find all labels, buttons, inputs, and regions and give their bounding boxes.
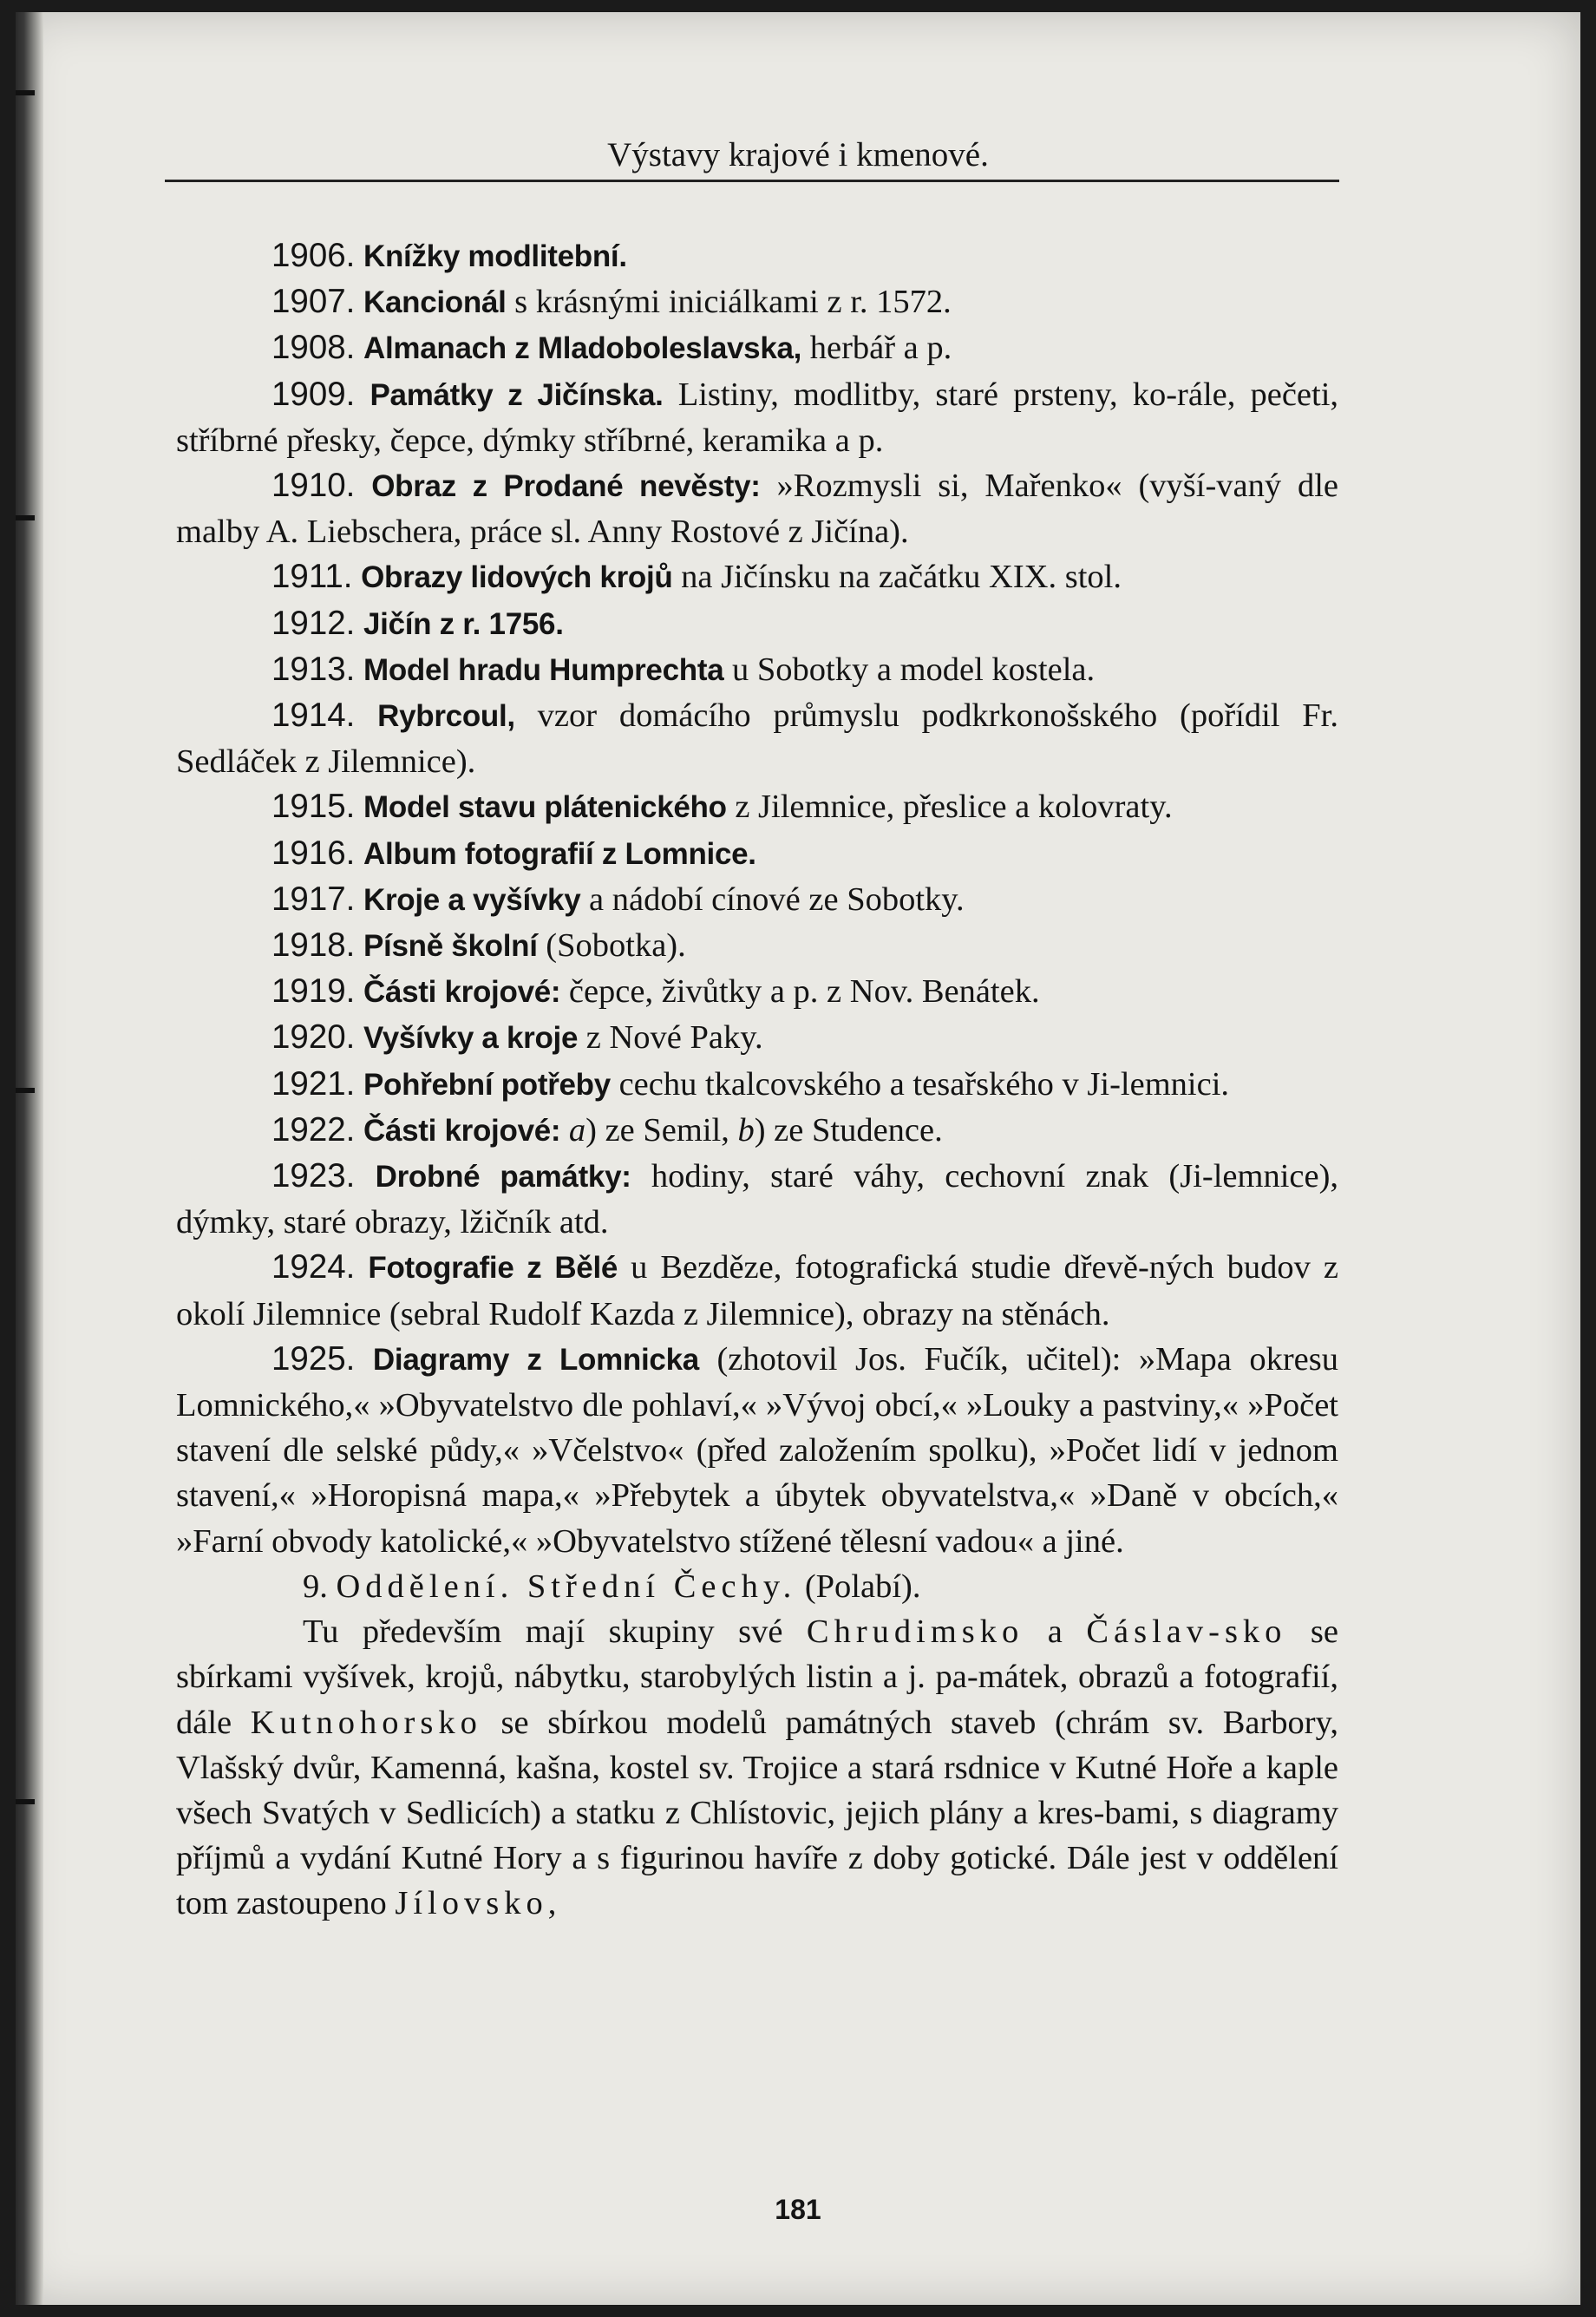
entry-text: Listiny, modlitby, staré prsteny, ko-rále, pečeti, stříbrné přesky, čepce, dýmky stříbrné, keramika a p. (176, 376, 1339, 459)
entry-title: Album fotografií z Lomnice. (363, 836, 756, 871)
entry-text: cechu tkalcovského a tesařského v Ji-lemnici. (610, 1065, 1230, 1103)
entry-title: Kroje a vyšívky (363, 882, 581, 917)
entry-1910 (176, 463, 1338, 554)
entry-1924 (176, 1245, 1338, 1336)
entry-number: 1921. (271, 1064, 356, 1103)
entry-1916 (176, 831, 1338, 877)
entry-number: 1923. (271, 1157, 356, 1195)
entry-1918 (176, 923, 1338, 969)
entry-title: Knížky modlitební. (363, 239, 627, 273)
entry-text: u Sobotky a model kostela. (723, 651, 1096, 688)
body-paragraph (176, 1609, 1338, 1926)
region-name: Čáslav-sko (1086, 1613, 1287, 1651)
entry-1925 (176, 1337, 1338, 1564)
entry-text: a (568, 1111, 586, 1149)
paragraph-text: Tu především mají skupiny své (303, 1613, 807, 1651)
entry-number: 1907. (271, 283, 356, 321)
entry-text: s krásnými iniciálkami z r. 1572. (506, 284, 952, 321)
entry-1915 (176, 784, 1338, 830)
entry-text: hodiny, staré váhy, cechovní znak (Ji-lemnice), dýmky, staré obrazy, lžičník atd. (176, 1158, 1339, 1241)
entry-number: 1919. (271, 972, 356, 1011)
entry-text: z Nové Paky. (578, 1019, 763, 1057)
entry-text: a nádobí cínové ze Sobotky. (580, 880, 965, 918)
binding-mark (16, 1088, 35, 1093)
entry-text: z Jilemnice, přeslice a kolovraty. (726, 789, 1173, 826)
entry-text: u Bezděze, fotografická studie dřevě-ných budov z okolí Jilemnice (sebral Rudolf Kazda z Jilemnice), obrazy na stěnách. (176, 1249, 1339, 1332)
entry-number: 1908. (271, 329, 356, 367)
entry-number: 1924. (271, 1248, 356, 1286)
entry-1914 (176, 693, 1338, 784)
page-number: 181 (775, 2194, 821, 2225)
binding-mark (16, 1799, 35, 1804)
entry-title: Almanach z Mladoboleslavska, (363, 331, 802, 366)
entry-1912 (176, 601, 1338, 647)
entry-text: ) ze Semil, (585, 1111, 738, 1149)
entry-text: b (737, 1111, 755, 1149)
paragraph-text: se sbírkou modelů památných staveb (chrám sv. Barbory, Vlašský dvůr, Kamenná, kašna, kostel sv. Trojice a stará rsdnice v Kutné Hoře a kaple všech Svatých v Sedlicích) a statku z Chlístovic, jejich plány a kres-bami, s diagramy příjmů a vydání Kutné Hory a s figurinou havíře z doby gotické. Dále jest v oddělení tom zastoupeno (176, 1704, 1338, 1922)
paragraph-text: se sbírkami vyšívek, krojů, nábytku, starobylých listin a j. pa-mátek, obrazů a fotografií, dále (176, 1613, 1338, 1741)
entry-1911 (176, 554, 1338, 600)
entry-text: (zhotovil Jos. Fučík, učitel): »Mapa okresu Lomnického,« »Obyvatelstvo dle pohlaví,« »Vývoj obcí,« »Louky a pastviny,« »Počet stavení dle selské půdy,« »Včelstvo« (před založením spolku), »Počet lidí v jednom stavení,« »Horopisná mapa,« »Přebytek a úbytek obyvatelstva,« »Daně v obcích,« »Farní obvody katolické,« »Obyvatelstvo stížené tělesní vadou« a jiné. (176, 1340, 1339, 1560)
region-name: Chrudimsko (806, 1613, 1024, 1651)
entry-number: 1915. (271, 788, 356, 826)
page-body (176, 233, 1338, 1927)
entry-1923 (176, 1154, 1338, 1245)
page-binding-edge (16, 12, 43, 2305)
region-name: Jílovsko, (395, 1885, 562, 1922)
section-heading (176, 1564, 1338, 1609)
entry-title: Obrazy lidových krojů (361, 560, 673, 595)
section-subtitle: (Polabí). (796, 1568, 921, 1605)
section-title: Oddělení. Střední Čechy. (336, 1568, 797, 1605)
entry-title: Památky z Jičínska. (370, 377, 664, 412)
entry-title: Pohřební potřeby (363, 1067, 611, 1102)
section-number: 9. (303, 1568, 328, 1605)
entry-number: 1922. (271, 1110, 356, 1149)
entry-number: 1925. (271, 1339, 356, 1378)
entry-1908 (176, 325, 1338, 371)
header-rule (165, 180, 1339, 182)
book-page (16, 12, 1580, 2305)
entry-number: 1912. (271, 604, 356, 642)
entry-title: Model hradu Humprechta (363, 652, 724, 687)
entry-title: Rybrcoul, (377, 699, 515, 734)
entry-title: Písně školní (363, 929, 538, 964)
entry-1922 (176, 1108, 1338, 1154)
entry-number: 1918. (271, 926, 356, 965)
entry-title: Kancionál (363, 285, 507, 320)
entry-text (560, 1112, 569, 1149)
region-name: Kutnohorsko (250, 1704, 482, 1741)
entry-title: Vyšívky a kroje (363, 1021, 579, 1056)
entry-text: ) ze Studence. (754, 1111, 943, 1149)
entry-text: čepce, živůtky a p. z Nov. Benátek. (560, 973, 1040, 1011)
entry-text: herbář a p. (801, 330, 952, 367)
running-head: Výstavy krajové i kmenové. (607, 136, 989, 173)
entry-1917 (176, 877, 1338, 923)
entry-text: vzor domácího průmyslu podkrkonošského (pořídil Fr. Sedláček z Jilemnice). (176, 697, 1339, 781)
entry-1919 (176, 969, 1338, 1015)
entry-text: na Jičínsku na začátku XIX. stol. (672, 559, 1122, 596)
binding-mark (16, 90, 35, 95)
entry-title: Obraz z Prodané nevěsty: (371, 469, 761, 504)
entry-text: »Rozmysli si, Mařenko« (vyší-vaný dle malby A. Liebschera, práce sl. Anny Rostové z Jičína). (176, 468, 1338, 551)
entry-text: (Sobotka). (537, 927, 686, 965)
binding-mark (16, 515, 35, 520)
entry-number: 1914. (271, 697, 356, 735)
entry-number: 1916. (271, 834, 356, 872)
entry-number: 1913. (271, 650, 356, 688)
entry-number: 1910. (271, 467, 356, 505)
entry-number: 1920. (271, 1018, 356, 1057)
entry-title: Diagramy z Lomnicka (372, 1342, 699, 1377)
entry-1907 (176, 279, 1338, 325)
entry-1913 (176, 647, 1338, 693)
entry-title: Jičín z r. 1756. (363, 606, 564, 641)
entry-title: Části krojové: (363, 975, 561, 1010)
paragraph-text: a (1024, 1613, 1087, 1651)
entry-number: 1911. (271, 558, 353, 596)
entry-title: Fotografie z Bělé (368, 1251, 618, 1286)
entry-title: Drobné památky: (375, 1160, 631, 1194)
entry-number: 1917. (271, 880, 356, 918)
entry-number: 1906. (271, 237, 356, 274)
entry-title: Model stavu plátenického (363, 790, 727, 825)
entry-1906 (176, 233, 1338, 279)
entry-title: Části krojové: (363, 1113, 561, 1148)
entry-1909 (176, 372, 1338, 463)
entry-1921 (176, 1062, 1338, 1108)
entry-1920 (176, 1015, 1338, 1061)
entry-number: 1909. (271, 375, 356, 413)
